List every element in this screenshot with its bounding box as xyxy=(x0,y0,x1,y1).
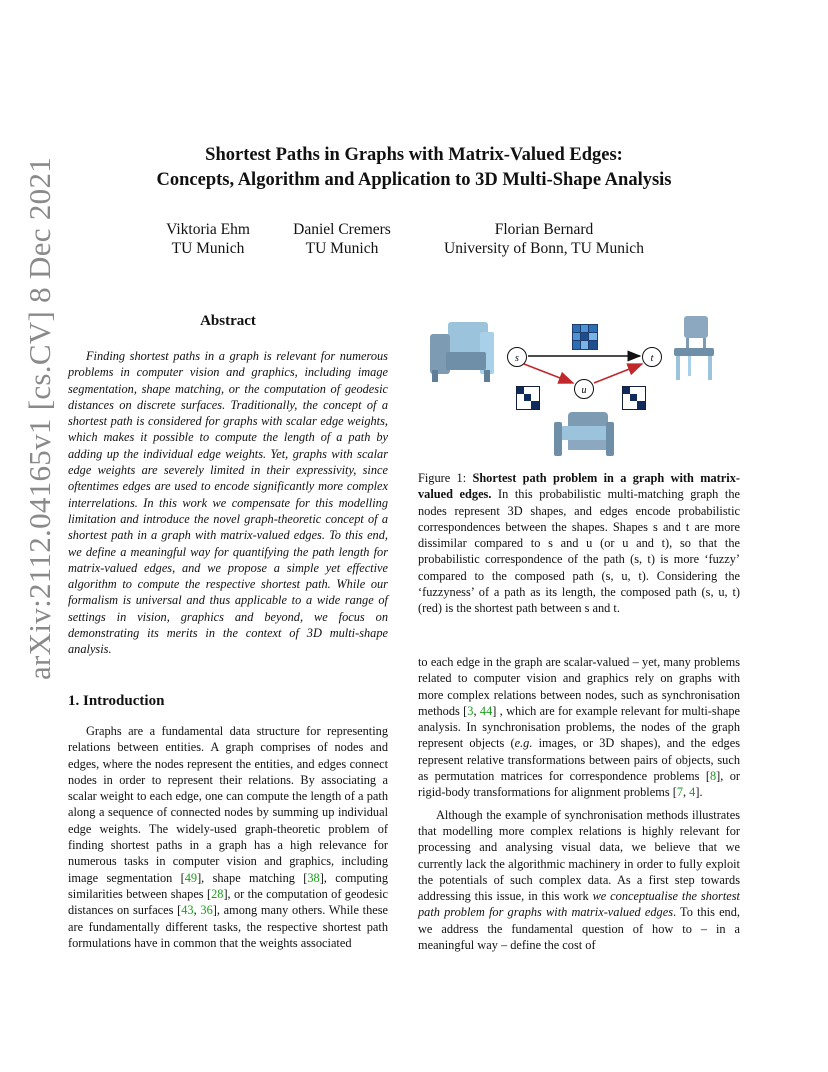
paper-title xyxy=(0,143,828,193)
citation-link[interactable]: 7 xyxy=(676,785,683,800)
author-name: Florian Bernard xyxy=(494,221,594,238)
node-u-label: u xyxy=(581,385,587,396)
author-affiliation: TU Munich xyxy=(171,240,245,257)
figure-1 xyxy=(418,312,740,464)
abstract-heading: Abstract xyxy=(200,313,256,329)
caption-body: In this probabilistic multi-matching graph the nodes represent 3D shapes, and edges encode probabilistic correspondences between the shapes. Shapes s and t are more dissimilar compared to s and u (or u and t), so that the probabilistic correspondence of the path (s, t) is more ‘fuzzy’ compared to the composed path (s, u, t). Considering the ‘fuzzyness’ of a path as its length, the composed path (s, u, t) (red) is the shortest path between s and t. xyxy=(418,487,741,616)
citation-link[interactable]: 8 xyxy=(709,769,717,784)
caption-prefix: Figure 1: xyxy=(418,471,473,485)
edge-u-t xyxy=(594,364,642,383)
title-line-1: Shortest Paths in Graphs with Matrix-Valued Edges: xyxy=(205,145,623,165)
node-s-label: s xyxy=(515,353,519,364)
caption-bold: Shortest path problem in a graph with matrix-valued edges. xyxy=(418,471,740,502)
intro-text-left: Graphs are a fundamental data structure for representing relations between entities. A graph comprises of nodes and edges, where the nodes represent the entities, and edges connect nodes in order to represent their relations. By associating a scalar weight to each edge, one can compute the length of a path along a sequence of connected nodes by summing up individual edge weights. The widely-used graph-theoretic problem of finding shortest paths in a graph has a high relevance for numerous tasks in computer vision and graphics, including image segmentation [49], shape matching [38], computing similarities between shapes [28], or the computation of geodesic distances on surfaces [43, 36], among many others. While these are fundamentally different tasks, the respective shortest path formulations have in common that the weights associated xyxy=(68,724,389,950)
citation-link[interactable]: 43 xyxy=(181,903,194,918)
armchair-shape-icon xyxy=(430,322,494,382)
citation-link[interactable]: 28 xyxy=(211,886,224,901)
author-name: Viktoria Ehm xyxy=(166,221,250,238)
node-t-label: t xyxy=(650,353,654,364)
author-3 xyxy=(428,220,660,258)
author-affiliation: TU Munich xyxy=(305,240,379,257)
citation-link[interactable]: 36 xyxy=(200,903,213,918)
chair-shape-icon xyxy=(674,316,714,380)
matrix-left-icon xyxy=(516,386,540,410)
author-2 xyxy=(276,220,408,258)
author-affiliation: University of Bonn, TU Munich xyxy=(444,240,644,257)
matrix-top-icon xyxy=(572,324,598,350)
citation-link[interactable]: 38 xyxy=(307,870,320,885)
matrix-right-icon xyxy=(622,386,646,410)
lounge-chair-shape-icon xyxy=(554,412,614,456)
intro-heading: 1. Introduction xyxy=(68,693,165,709)
intro-text-right: to each edge in the graph are scalar-valued – yet, many problems related to computer vision and graphics rely on graphs with more complex relations between nodes, such as synchronisation methods [3, 44] , which are for example relevant for multi-shape analysis. In synchronisation problems, the nodes of the graph represent objects (e.g. images, or 3D shapes), and the edges represent relative transformations between pairs of objects, such as permutation matrices for correspondence problems [8], or rigid-body transformations for alignment problems [7, 4]. Although the example of synchronisation methods illustrates that modelling more complex relations is highly relevant for processing and analysing visual data, we believe that we currently lack the algorithmic machinery in order to fully exploit the potentials of such complex data. As a first step towards addressing this issue, in this work we conceptualise the shortest path problem for graphs with matrix-valued edges. To this end, we address the fundamental question of how to – in a meaningful way – define the cost of xyxy=(418,655,741,953)
edge-s-u xyxy=(524,364,573,383)
citation-link[interactable]: 4 xyxy=(689,785,696,800)
figure-caption xyxy=(418,470,740,617)
citation-link[interactable]: 3 xyxy=(467,703,474,718)
title-line-2: Concepts, Algorithm and Application to 3D Multi-Shape Analysis xyxy=(156,170,672,190)
citation-link[interactable]: 44 xyxy=(479,703,493,718)
graph-figure xyxy=(418,312,740,464)
abstract-text: Finding shortest paths in a graph is relevant for numerous problems in computer vision and graphics, including image segmentation, shape matching, or the computation of geodesic distances on discrete surfaces. Traditionally, the concept of a shortest path is considered for graphs with scalar edge weights, which makes it possible to compute the length of a path by adding up the individual edge weights. Yet, graphs with scalar edge weights are severely limited in their expressivity, since oftentimes edges are used to encode significantly more complex interrelations. In this work we compensate for this modelling limitation and introduce the novel graph-theoretic concept of a shortest path in a graph with matrix-valued edges. To this end, we define a meaningful way for quantifying the path length for matrix-valued edges, and we propose a simple yet effective algorithm to compute the respective shortest path. While our formalism is universal and thus applicable to a wide range of settings in vision, graphics and beyond, we focus on demonstrating its merits in the context of 3D multi-shape analysis. xyxy=(68,349,388,657)
author-1 xyxy=(140,220,276,258)
author-name: Daniel Cremers xyxy=(293,221,391,238)
citation-link[interactable]: 49 xyxy=(184,870,198,885)
arxiv-stamp: arXiv:2112.04165v1 [cs.CV] 8 Dec 2021 xyxy=(22,156,57,680)
